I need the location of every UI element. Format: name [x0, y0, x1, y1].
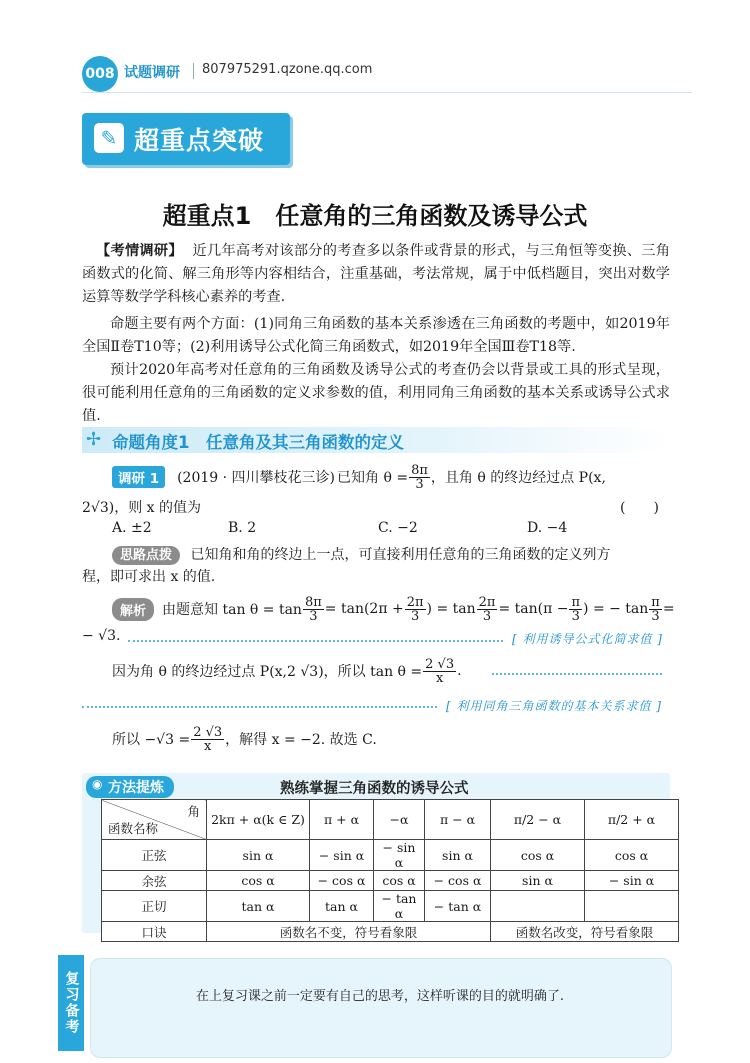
- solution-text: = tan(π −: [498, 601, 569, 617]
- problem-fraction: $\frac{8\pi}{3}$: [411, 462, 428, 492]
- column-header: π − α: [425, 800, 491, 840]
- solution-text: 所以 −√3 =: [112, 732, 191, 748]
- solution-line-1: [112, 593, 682, 625]
- option-a: A. ±2: [112, 520, 152, 536]
- solution-text: 由题意知 tan θ = tan: [162, 602, 302, 618]
- fraction: $\frac{\pi}{3}$: [651, 594, 660, 624]
- header-separator: [193, 63, 194, 79]
- corner-bottom: 函数名称: [108, 821, 159, 836]
- fraction: $\frac{\pi}{3}$: [571, 594, 581, 624]
- method-title: 熟练掌握三角函数的诱导公式: [280, 781, 469, 797]
- row-name: 口诀: [102, 922, 207, 942]
- lightbulb-icon: ◉: [92, 777, 103, 791]
- mnemonic-right: 函数名改变，符号看象限: [491, 922, 679, 942]
- problem-source: (2019 · 四川攀枝花三诊): [177, 470, 335, 486]
- table-row-mnemonic: [102, 922, 679, 942]
- fraction: $\frac{8\pi}{3}$: [304, 594, 322, 624]
- column-header: −α: [374, 800, 425, 840]
- header-rule: [82, 92, 692, 93]
- table-cell: cos α: [374, 871, 425, 891]
- hint-text-1: 已知角和角的终边上一点，可直接利用任意角的三角函数的定义列方: [190, 547, 611, 563]
- table-cell: sin α: [491, 871, 585, 891]
- table-cell: − tan α: [374, 891, 425, 922]
- solution-line-3: [112, 654, 462, 688]
- option-d: D. −4: [527, 520, 568, 536]
- table-cell: − cos α: [310, 871, 374, 891]
- review-text: 在上复习课之前一定要有自己的思考，这样听课的目的就明确了.: [195, 989, 565, 1004]
- edit-icon: ✎: [94, 123, 124, 153]
- method-label: [86, 776, 174, 798]
- row-name: 正弦: [102, 840, 207, 871]
- side-tag-text: 复习备考: [63, 971, 80, 1035]
- solution-note-2: [ 利用同角三角函数的基本关系求值 ]: [446, 699, 662, 713]
- solution-line-4: [112, 722, 377, 756]
- table-cell: − sin α: [585, 871, 679, 891]
- option-b: B. 2: [228, 520, 257, 536]
- table-cell: tan α: [207, 891, 310, 922]
- table-cell: cos α: [491, 840, 585, 871]
- intro-paragraph-1: [82, 240, 670, 309]
- hint-label: 思路点拨: [112, 546, 180, 565]
- review-side-tag: [58, 955, 84, 1051]
- dotted-leader-1: [128, 640, 503, 642]
- dotted-leader-2: [492, 673, 662, 675]
- table-row: [102, 871, 679, 891]
- fraction: $\frac{2 √3}{x}$: [193, 724, 223, 754]
- fraction: $\frac{2\pi}{3}$: [406, 594, 424, 624]
- intro-paragraph-2: 命题主要有两个方面：(1)同角三角函数的基本关系渗透在三角函数的考题中，如2019年全国Ⅱ卷T10等；(2)利用诱导公式化简三角函数式，如2019年全国Ⅲ卷T18等.: [82, 316, 670, 355]
- review-box: [90, 958, 672, 1058]
- solution-text: .: [457, 663, 462, 679]
- method-label-text: 方法提炼: [108, 780, 164, 796]
- page-number-badge: [82, 56, 118, 92]
- main-title: 超重点1 任意角的三角函数及诱导公式: [162, 202, 588, 230]
- answer-paren: ( ): [620, 500, 659, 516]
- table-cell: cos α: [585, 840, 679, 871]
- hint-text-2: 程，即可求出 x 的值.: [82, 569, 216, 585]
- intro-paragraph-3: 预计2020年高考对任意角的三角函数及诱导公式的考查仍会以背景或工具的形式呈现，很可能利用任意角的三角函数的定义求参数的值，利用同角三角函数的基本关系或诱导公式求值.: [82, 362, 670, 424]
- solution-text: = tan(2π +: [324, 601, 404, 617]
- table-cell: cos α: [207, 871, 310, 891]
- induction-formula-table: [101, 799, 679, 942]
- solution-text: ) = tan: [426, 601, 476, 617]
- header-url: 807975291.qzone.qq.com: [202, 62, 373, 77]
- solution-text: ) = − tan: [583, 601, 649, 617]
- table-row: [102, 840, 679, 871]
- fraction: $\frac{2\pi}{3}$: [478, 594, 496, 624]
- solution-line-2: − √3.: [82, 628, 121, 644]
- problem-text-b: ，且角 θ 的终边经过点 P(x,: [430, 470, 606, 486]
- table-cell: − sin α: [310, 840, 374, 871]
- pinwheel-icon: ✢: [86, 429, 102, 450]
- table-corner-cell: [102, 800, 207, 840]
- problem-text-a: 已知角 θ =: [337, 470, 409, 486]
- column-header: π + α: [310, 800, 374, 840]
- corner-top: 角: [187, 804, 200, 819]
- section-title: 超重点突破: [134, 126, 265, 155]
- table-cell: [585, 891, 679, 922]
- solution-text: =: [662, 601, 675, 617]
- column-header: π/2 − α: [491, 800, 585, 840]
- solution-note-1: [ 利用诱导公式化简求值 ]: [512, 632, 663, 646]
- row-name: 正切: [102, 891, 207, 922]
- hint-line-1: [112, 544, 672, 564]
- intro-p1: 近几年高考对该部分的考查多以条件或背景的形式，与三角恒等变换、三角函数式的化简、解三角形等内容相结合，注重基础，考法常规，属于中低档题目，突出对数学运算等数学学科核心素养的考查.: [82, 243, 670, 305]
- table-header-row: [102, 800, 679, 840]
- fraction: $\frac{2 √3}{x}$: [425, 656, 455, 686]
- solution-text: ，解得 x = −2. 故选 C.: [225, 732, 377, 748]
- table-cell: − tan α: [425, 891, 491, 922]
- row-name: 余弦: [102, 871, 207, 891]
- solution-label: 解析: [112, 598, 154, 621]
- table-cell: − sin α: [374, 840, 425, 871]
- page-number: 008: [85, 66, 115, 82]
- table-cell: − cos α: [425, 871, 491, 891]
- table-cell: [491, 891, 585, 922]
- table-cell: sin α: [207, 840, 310, 871]
- table-cell: tan α: [310, 891, 374, 922]
- problem-badge: 调研 1: [112, 466, 165, 488]
- problem-line-2: 2√3)，则 x 的值为: [82, 500, 201, 516]
- subsection-title: 命题角度1 任意角及其三角函数的定义: [112, 433, 404, 452]
- table-cell: sin α: [425, 840, 491, 871]
- table-row: [102, 891, 679, 922]
- dotted-leader-3: [82, 706, 437, 708]
- option-c: C. −2: [378, 520, 418, 536]
- column-header: π/2 + α: [585, 800, 679, 840]
- problem-line-1: [112, 462, 672, 492]
- intro-tag: 【考情调研】: [96, 243, 183, 259]
- column-header: 2kπ + α(k ∈ Z): [207, 800, 310, 840]
- solution-text: 因为角 θ 的终边经过点 P(x,2 √3)，所以 tan θ =: [112, 664, 423, 680]
- mnemonic-left: 函数名不变，符号看象限: [207, 922, 491, 942]
- header-brand: 试题调研: [124, 65, 180, 81]
